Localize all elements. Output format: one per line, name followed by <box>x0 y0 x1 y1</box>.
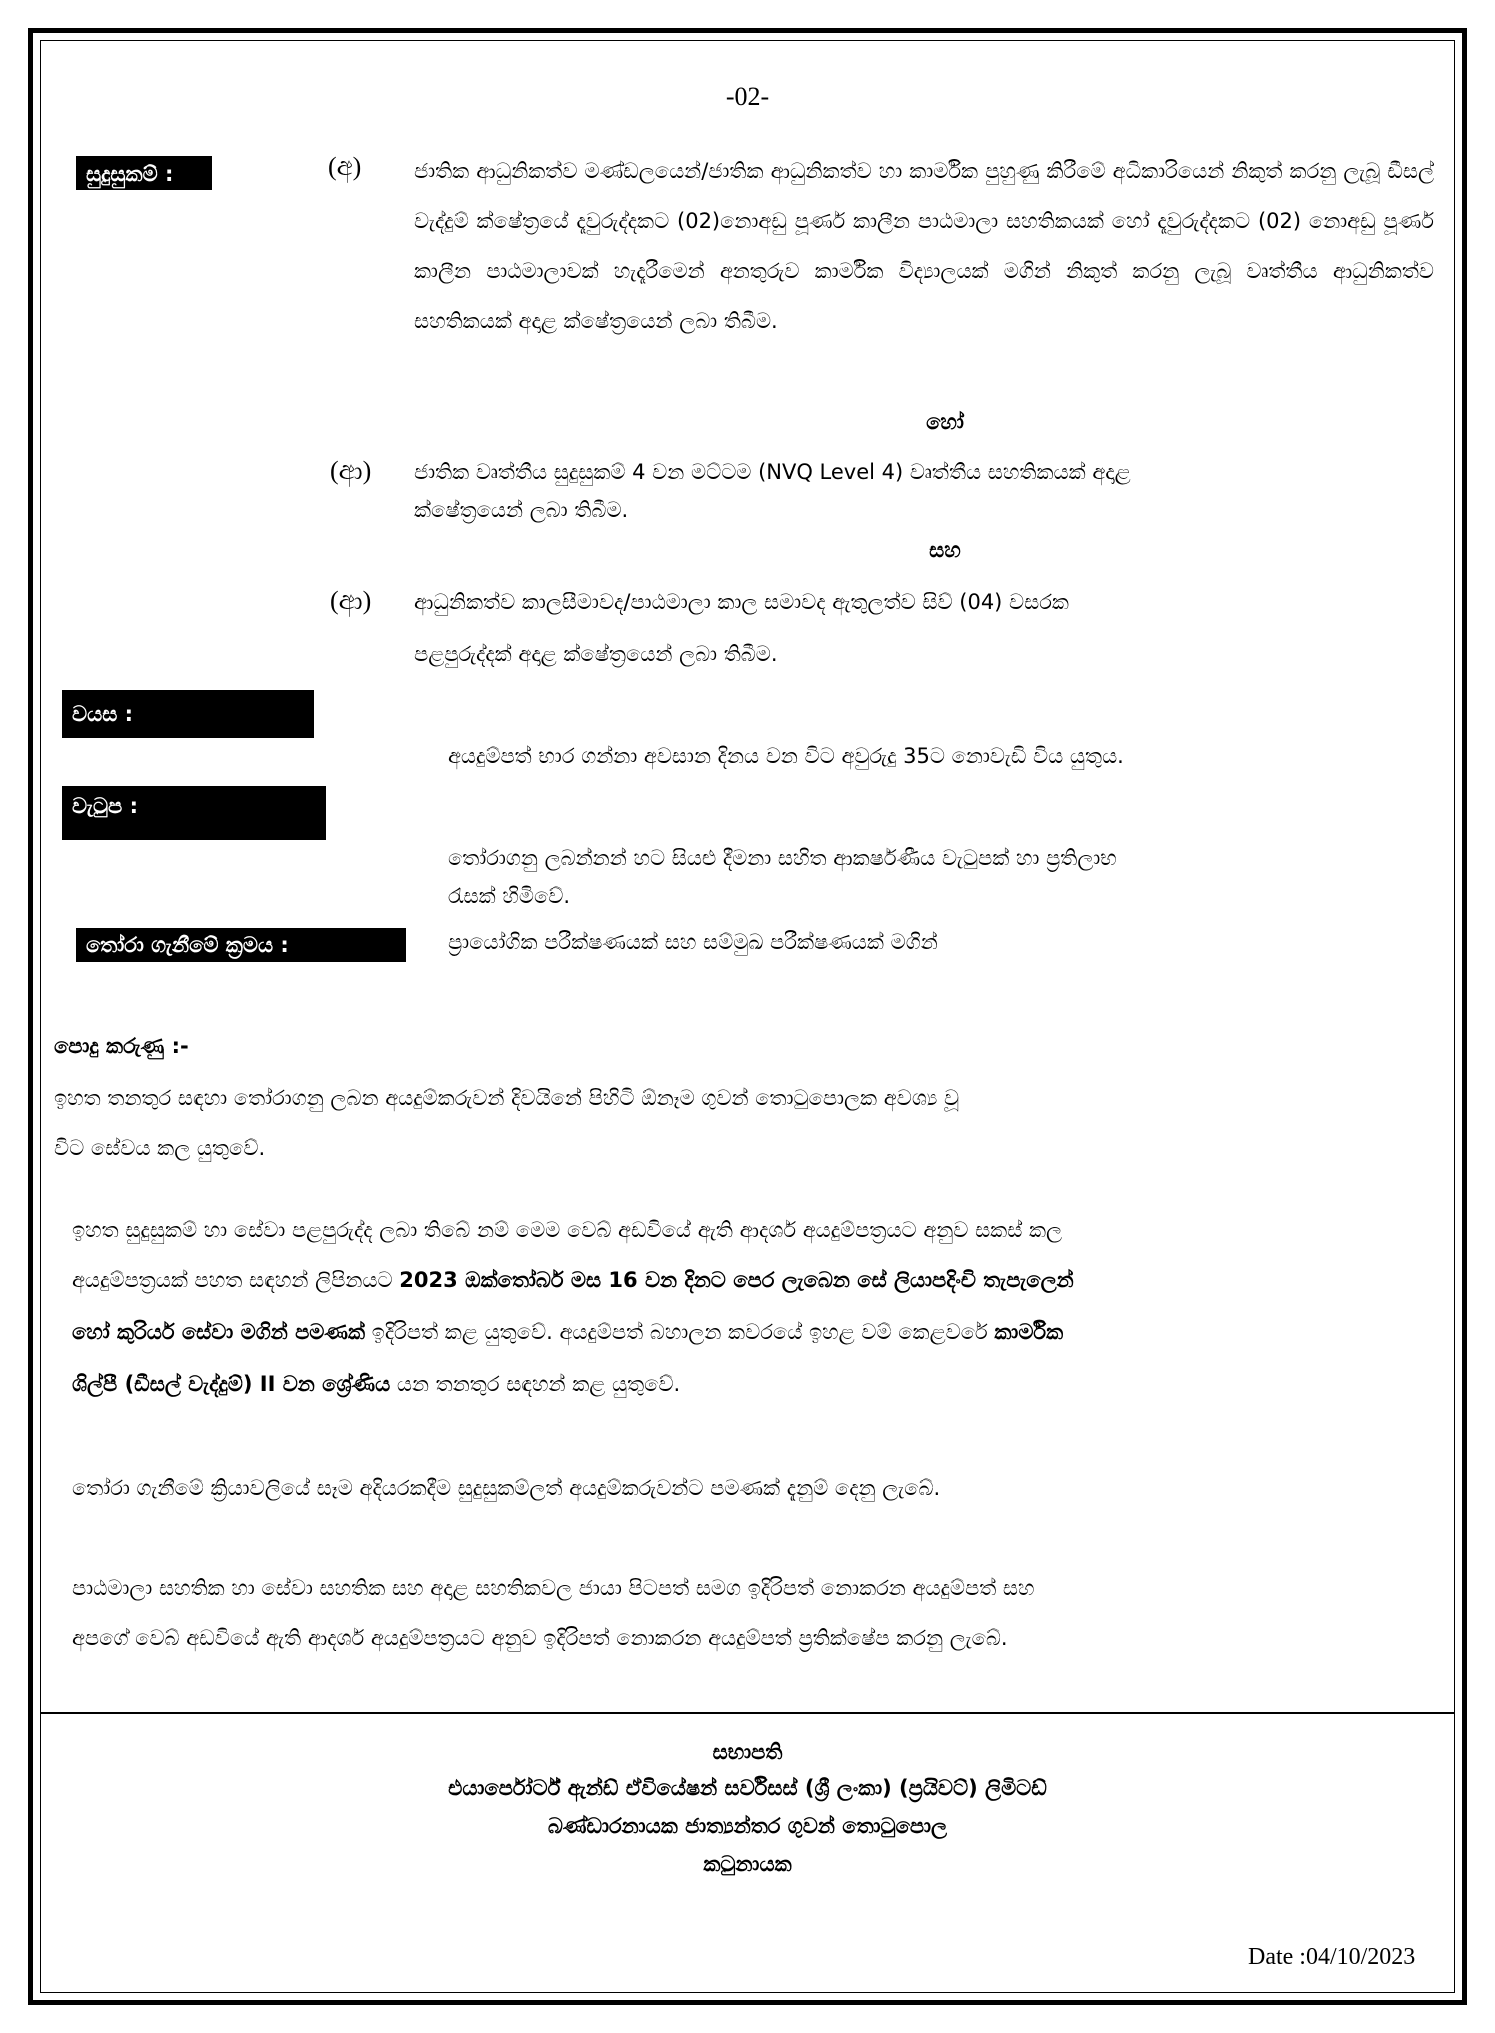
qualification-aa-line1: ජාතික වෘත්තීය සුදුසුකම් 4 වන මට්ටම (NVQ Level 4) වෘත්තීය සහතිකයක් අදාළ <box>414 460 1131 484</box>
salary-line1: තෝරාගනු ලබන්නන් හට සියළු දීමනා සහිත ආකර්ෂණීය වැටුපක් හා ප්‍රතිලාභ <box>448 846 1117 870</box>
selection-method-label: තෝරා ගැනීමේ ක්‍රමය : <box>76 928 406 962</box>
qualifications-label: සුදුසුකම් : <box>76 156 212 190</box>
notice-rejection-line2: අපගේ වෙබ් අඩවියේ ඇති ආදර්ශ අයදුම්පත්‍රයට අනුව ඉදිරිපත් නොකරන අයදුම්පත් ප්‍රතික්ෂේප කරනු ලැබේ. <box>72 1626 1008 1650</box>
apply-post-title: ශිල්පී (ඩීසල් වැද්දුම්) II වන ශ්‍රේණිය <box>72 1372 391 1396</box>
page-number: -02- <box>725 82 770 111</box>
apply-deadline: 2023 ඔක්තෝබර් මස 16 වන දිනට පෙර ලැබෙන සේ ලියාපදිංචි තැපැලෙන් <box>399 1268 1074 1292</box>
qualification-aa2-line2: පළපුරුද්දක් අදාළ ක්ෂේත්‍රයෙන් ලබා තිබීම. <box>414 642 778 666</box>
qualification-aa-line2: ක්ෂේත්‍රයෙන් ලබා තිබීම. <box>414 498 629 522</box>
apply-post-start: කාර්මික <box>994 1320 1064 1344</box>
apply-line2-text: අයදුම්පත්‍රයක් පහත සඳහන් ලිපිනයට <box>72 1268 400 1292</box>
apply-line4-text: යන තනතුර සඳහන් කළ යුතුවේ. <box>390 1372 681 1396</box>
notice-qualified-only: තෝරා ගැනීමේ ක්‍රියාවලියේ සෑම අදියරකදීම සුදුසුකම්ලත් අයදුම්කරුවන්ට පමණක් දැනුම් දෙනු ලැබේ. <box>72 1476 941 1500</box>
apply-line1: ඉහත සුදුසුකම් හා සේවා පළපුරුද්ද ලබා තිබේ නම් මෙම වෙබ් අඩවියේ ඇති ආදර්ශ අයදුම්පත්‍රයට අනුව සකස් කල <box>72 1218 1063 1242</box>
footer-company: එයාර්පෝර්ට් ඇන්ඩ් ඒවියේෂන් සර්විසස් (ශ්‍රී ලංකා) (ප්‍රයිවට්) ලිමිටඩ් <box>448 1776 1047 1800</box>
age-text: අයදුම්පත් භාර ගන්නා අවසාන දිනය වන විට අවුරුදු 35ට නොවැඩි විය යුතුය. <box>448 744 1124 768</box>
general-line1: ඉහත තනතුර සඳහා තෝරාගනු ලබන අයදුම්කරුවන් දිවයිනේ පිහිටි ඕනෑම ගුවන් තොටුපොලක අවශ්‍ය වූ <box>54 1086 960 1110</box>
footer-city: කටුනායක <box>703 1852 792 1876</box>
apply-line3 <box>72 1320 1063 1345</box>
apply-method: හෝ කුරියර් සේවා මගින් පමණක් <box>72 1320 366 1344</box>
footer-date: Date :04/10/2023 <box>1248 1944 1416 1970</box>
salary-line2: රැසක් හිමිවේ. <box>448 884 571 908</box>
apply-line4 <box>72 1372 680 1397</box>
footer-divider <box>40 1712 1455 1714</box>
notice-rejection-line1: පාඨමාලා සහතික හා සේවා සහතික සහ අදාළ සහතිකවල ජායා පිටපත් සමග ඉදිරිපත් නොකරන අයදුම්පත් සහ <box>72 1576 1035 1600</box>
apply-line2 <box>72 1268 1074 1293</box>
qualification-aa2-line1: ආධුනිකත්ව කාලසීමාවද/පාඨමාලා කාල සමාවද ඇතුලත්ව සිව් (04) වසරක <box>414 590 1069 614</box>
marker-aa2: (ආ) <box>330 586 372 615</box>
marker-a: (අ) <box>328 152 362 181</box>
general-heading: පොදු කරුණු :- <box>54 1034 189 1058</box>
apply-line3-text: ඉදිරිපත් කළ යුතුවේ. අයදුම්පත් බහාලන කවරයේ ඉහළ වම් කෙළවරේ <box>365 1320 995 1344</box>
marker-aa: (ආ) <box>330 456 372 485</box>
salary-label: වැටුප : <box>62 786 326 840</box>
selection-method-text: ප්‍රායෝගික පරීක්ෂණයක් සහ සම්මුඛ පරීක්ෂණයක් මගින් <box>448 930 938 954</box>
or-word: හෝ <box>926 410 964 434</box>
footer-title: සභාපති <box>712 1740 783 1764</box>
age-label: වයස : <box>62 690 314 738</box>
footer-airport: බණ්ඩාරනායක ජාත්‍යන්තර ගුවන් තොටුපොල <box>547 1814 948 1838</box>
and-word: සහ <box>929 538 961 562</box>
general-line2: විට සේවය කල යුතුවේ. <box>54 1136 266 1160</box>
qualification-a-text: ජාතික ආධුනිකත්ව මණ්ඩලයෙන්/ජාතික ආධුනිකත්ව හා කාර්මික පුහුණු කිරීමේ අධිකාරියෙන් නිකුත් කරනු ලැබූ ඩීසල් වැද්දුම් ක්ෂේත්‍රයේ දෑවුරුද්දකට (02)නොඅඩු පූර්ණ කාලීන පාඨමාලා සහතිකයක් හෝ දෑවුරුද්දකට (02) නොඅඩු පූර්ණ කාලීන පාඨමාලාවක් හැදෑරීමෙන් අනතුරුව කාර්මික විද්‍යාලයක් මගින් නිකුත් කරනු ලැබූ වෘත්තීය ආධුනිකත්ව සහතිකයක් අදාළ ක්ෂේත්‍රයෙන් ලබා තිබීම. <box>414 159 1434 333</box>
